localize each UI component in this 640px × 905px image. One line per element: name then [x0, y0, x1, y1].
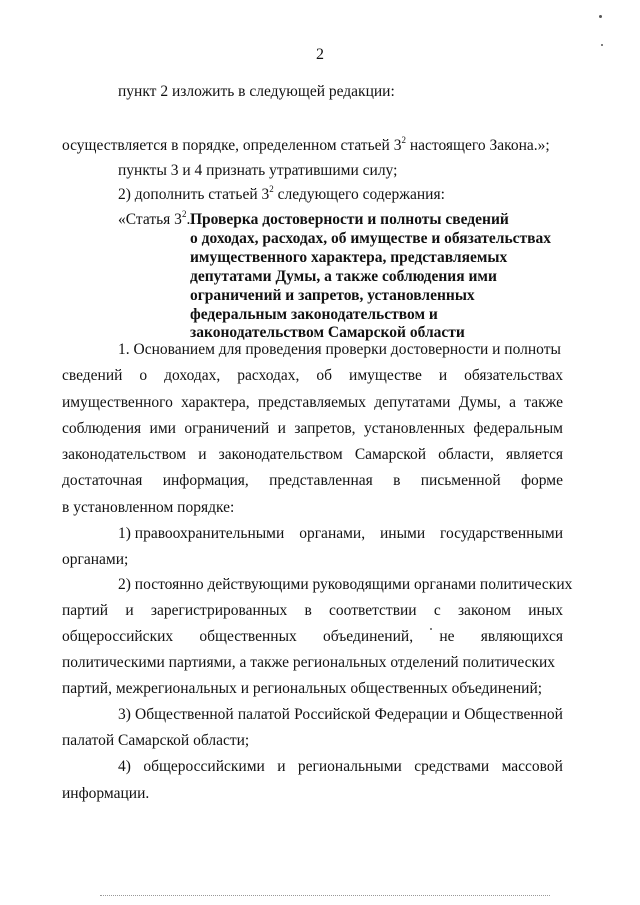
word: и — [451, 706, 461, 723]
word: в — [393, 472, 401, 489]
paragraph-line — [62, 472, 563, 490]
paragraph-line — [62, 446, 563, 464]
paragraph-line — [62, 394, 563, 412]
word: депутатами — [374, 394, 451, 411]
list-item-line: политическими партиями, а также региональных отделений политических — [62, 654, 556, 671]
word: ими — [149, 420, 176, 437]
word: письменной — [420, 472, 501, 489]
word: Федерации — [374, 706, 448, 723]
article-heading-prefix: «Статья $3^2$. — [118, 209, 191, 228]
word: законом — [457, 602, 511, 619]
word: являющихся — [480, 628, 563, 645]
list-item-line: партий, межрегиональных и региональных общественных объединений; — [62, 680, 543, 697]
word: информация, — [162, 472, 249, 489]
word: 4) — [118, 758, 131, 775]
paragraph-line: пункты 3 и 4 признать утратившими силу; — [118, 162, 398, 179]
list-item-line — [62, 602, 563, 620]
word: является — [506, 446, 563, 463]
word: об — [316, 367, 333, 384]
article-title-line: о доходах, расходах, об имуществе и обязательствах — [190, 230, 552, 247]
word: общественных — [199, 628, 297, 645]
word: и — [277, 758, 286, 775]
word: региональными — [297, 758, 402, 775]
scan-speck — [599, 15, 602, 18]
article-title-line: имущественного характера, представляемых — [190, 249, 508, 266]
word: палатой — [237, 706, 290, 723]
word: Самарской — [354, 446, 427, 463]
paragraph-line: 1. Основанием для проведения проверки достоверности и полноты — [118, 341, 561, 358]
word: федеральным — [473, 420, 563, 437]
paragraph-line — [62, 420, 563, 438]
page-number: 2 — [316, 46, 324, 63]
word: запретов, — [294, 420, 356, 437]
scan-speck — [430, 628, 432, 630]
list-item-line: палатой Самарской области; — [62, 732, 250, 749]
word: государственными — [440, 525, 563, 542]
article-title-line: федеральным законодательством и — [190, 306, 438, 323]
word: соблюдения — [62, 420, 142, 437]
word: области, — [438, 446, 494, 463]
paragraph-line — [62, 367, 563, 385]
word: Общественной — [135, 706, 234, 723]
article-title-line: депутатами Думы, а также соблюдения ими — [190, 268, 497, 285]
word: и — [277, 420, 286, 437]
word: и — [198, 446, 207, 463]
word: соответствии — [329, 602, 417, 619]
word: объединений, — [323, 628, 414, 645]
list-item-line: 2) постоянно действующими руководящими органами политических — [118, 576, 573, 593]
word: Российской — [294, 706, 371, 723]
paragraph-line: 2) дополнить статьей $3^2$ следующего содержания: — [118, 184, 445, 203]
word: достаточная — [62, 472, 143, 489]
word: имущественного — [62, 394, 173, 411]
list-item-line: органами; — [62, 551, 129, 568]
paragraph-line: пункт 2 изложить в следующей редакции: — [118, 83, 395, 100]
word: ограничений — [184, 420, 270, 437]
word: и — [438, 367, 448, 384]
word: законодательством — [62, 446, 187, 463]
word: имуществе — [349, 367, 422, 384]
list-item-line — [118, 706, 563, 724]
word: установленных — [363, 420, 465, 437]
word: расходах, — [237, 367, 300, 384]
word: зарегистрированных — [150, 602, 288, 619]
word: с — [433, 602, 441, 619]
list-item-line — [118, 525, 563, 543]
article-title-line: законодательством Самарской области — [190, 324, 465, 341]
word: обязательствах — [464, 367, 563, 384]
word: а — [509, 394, 517, 411]
list-item-line — [62, 628, 563, 646]
word: партий — [62, 602, 109, 619]
paragraph-line: в установленном порядке: — [62, 499, 235, 516]
word: Думы, — [458, 394, 501, 411]
article-title-line: ограничений и запретов, установленных — [190, 287, 475, 304]
list-item-line — [118, 758, 563, 776]
word: иными — [380, 525, 426, 542]
word: 3) — [118, 706, 131, 723]
quoted-text-line: осуществляется в порядке, определенном статьей $3^2$ настоящего Закона.»; — [62, 135, 550, 154]
word: также — [524, 394, 563, 411]
word: представляемых — [257, 394, 367, 411]
word: 1) правоохранительными — [118, 525, 285, 542]
word: массовой — [501, 758, 563, 775]
scan-edge-line — [100, 895, 550, 896]
word: общероссийскими — [143, 758, 265, 775]
word: в — [304, 602, 312, 619]
word: законодательством — [218, 446, 343, 463]
scan-speck — [601, 44, 603, 46]
word: форме — [520, 472, 563, 489]
word: о — [139, 367, 148, 384]
word: органами, — [299, 525, 366, 542]
word: Общественной — [464, 706, 563, 723]
word: общероссийских — [62, 628, 174, 645]
word: сведений — [62, 367, 123, 384]
word: и — [125, 602, 134, 619]
list-item-line: информации. — [62, 785, 150, 802]
word: иных — [528, 602, 563, 619]
article-title-line: Проверка достоверности и полноты сведений — [190, 211, 509, 228]
word: не — [439, 628, 455, 645]
word: представленная — [269, 472, 373, 489]
word: средствами — [414, 758, 490, 775]
word: характера, — [181, 394, 250, 411]
word: доходах, — [164, 367, 221, 384]
